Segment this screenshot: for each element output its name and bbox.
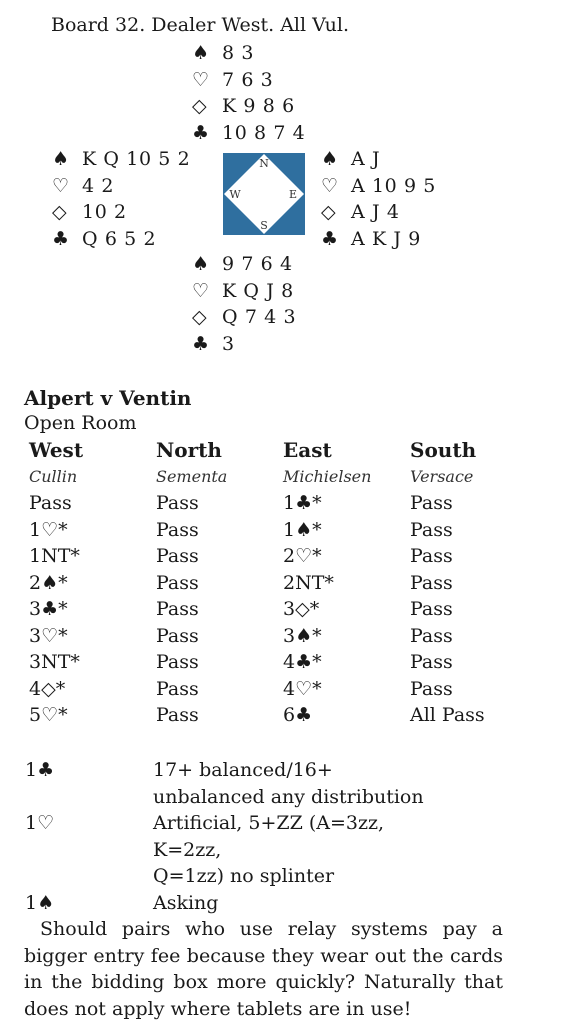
spade-icon: ♠: [192, 253, 210, 275]
bid-cell: 2♠*: [29, 571, 68, 594]
bid-cell: 2♡*: [283, 545, 322, 568]
spade-icon: ♠: [52, 148, 70, 170]
bid-cell: 1NT*: [29, 545, 80, 568]
note-line: Q=1zz) no splinter: [153, 865, 335, 887]
player-north: Sementa: [156, 467, 228, 487]
north-clubs: 10 8 7 4: [222, 121, 306, 144]
heart-icon: ♡: [52, 174, 70, 197]
compass-s: S: [260, 219, 268, 232]
bid-cell: All Pass: [410, 704, 485, 727]
auction-row: [29, 570, 537, 597]
bid-cell: Pass: [410, 598, 453, 621]
note-line: unbalanced any distribution: [153, 785, 424, 808]
diamond-icon: ◇: [321, 201, 336, 223]
auction-row: [29, 676, 537, 703]
west-spades: K Q 10 5 2: [82, 148, 191, 170]
club-icon: ♣: [321, 227, 339, 250]
bid-cell: Pass: [156, 545, 199, 568]
heart-icon: ♡: [192, 279, 210, 302]
note-line: Artificial, 5+ZZ (A=3zz, K=2zz,: [153, 812, 385, 861]
bid-cell: Pass: [156, 677, 199, 700]
west-clubs: Q 6 5 2: [82, 227, 157, 250]
header-north: North: [156, 438, 222, 463]
bid-cell: 4◇*: [29, 677, 66, 700]
note-text: [153, 890, 453, 917]
north-hand: [192, 40, 305, 146]
bid-cell: Pass: [156, 571, 199, 594]
note-text: [153, 757, 453, 810]
compass-rose: [223, 153, 305, 235]
east-diamonds: A J 4: [351, 201, 400, 223]
auction-row: [29, 702, 537, 729]
bid-cell: 4♣*: [283, 651, 322, 674]
bid-cell: 1♡*: [29, 518, 68, 541]
header-south: South: [410, 438, 477, 463]
bid-cell: 3♠*: [283, 624, 322, 647]
bid-cell: 4♡*: [283, 677, 322, 700]
match-title: Alpert v Ventin: [24, 386, 192, 410]
bid-cell: Pass: [410, 492, 453, 515]
player-south: Versace: [410, 467, 474, 487]
auction-row: [29, 649, 537, 676]
auction-row: [29, 517, 537, 544]
note-bid: 1♠: [25, 891, 55, 914]
diamond-icon: ◇: [192, 95, 207, 117]
diamond-icon: ◇: [192, 306, 207, 328]
west-hearts: 4 2: [82, 174, 115, 197]
west-hand: [52, 146, 190, 252]
bid-cell: 2NT*: [283, 571, 334, 594]
south-hearts: K Q J 8: [222, 279, 294, 302]
bid-cell: Pass: [410, 677, 453, 700]
bid-cell: Pass: [156, 651, 199, 674]
south-clubs: 3: [222, 332, 235, 355]
note-row: [25, 890, 453, 917]
player-east: Michielsen: [283, 467, 372, 487]
east-spades: A J: [351, 148, 381, 170]
bid-cell: 1♠*: [283, 518, 322, 541]
heart-icon: ♡: [321, 174, 339, 197]
bid-cell: Pass: [156, 704, 199, 727]
bid-cell: Pass: [156, 518, 199, 541]
note-bid: 1♣: [25, 759, 55, 781]
east-clubs: A K J 9: [351, 227, 421, 250]
body-paragraph: Should pairs who use relay systems pay a bigger entry fee because they wear out the cards in the bidding box more quickly? Naturally that does not apply where tablets are in use!: [24, 918, 503, 1020]
auction-row: [29, 490, 537, 517]
south-spades: 9 7 6 4: [222, 253, 293, 275]
room-label: Open Room: [24, 412, 137, 434]
north-diamonds: K 9 8 6: [222, 95, 295, 117]
east-hand: [321, 146, 436, 252]
bid-notes: [25, 757, 453, 916]
note-line: 17+ balanced/16+: [153, 759, 333, 781]
east-hearts: A 10 9 5: [351, 174, 436, 197]
player-west: Cullin: [29, 467, 78, 487]
bid-cell: 6♣: [283, 704, 313, 727]
south-hand: [192, 251, 296, 357]
bid-cell: Pass: [29, 492, 72, 515]
bid-cell: Pass: [410, 545, 453, 568]
bid-cell: Pass: [410, 651, 453, 674]
note-text: [153, 810, 453, 890]
auction-row: [29, 543, 537, 570]
bid-cell: Pass: [156, 598, 199, 621]
bid-cell: 3◇*: [283, 598, 320, 621]
auction-row: [29, 596, 537, 623]
bid-cell: Pass: [156, 492, 199, 515]
header-east: East: [283, 438, 332, 463]
club-icon: ♣: [192, 332, 210, 355]
auction-player-row: [29, 464, 537, 491]
note-line: Asking: [153, 891, 219, 914]
south-diamonds: Q 7 4 3: [222, 306, 297, 328]
bid-cell: Pass: [410, 571, 453, 594]
note-bid: 1♡: [25, 812, 55, 834]
north-hearts: 7 6 3: [222, 68, 274, 91]
club-icon: ♣: [192, 121, 210, 144]
auction-table: [29, 437, 537, 729]
bid-cell: Pass: [410, 624, 453, 647]
diamond-icon: ◇: [52, 201, 67, 223]
heart-icon: ♡: [192, 68, 210, 91]
compass-n: N: [259, 157, 269, 170]
bid-cell: Pass: [410, 518, 453, 541]
bid-cell: 3NT*: [29, 651, 80, 674]
compass-w: W: [229, 188, 241, 201]
west-diamonds: 10 2: [82, 201, 127, 223]
spade-icon: ♠: [321, 148, 339, 170]
bid-cell: 5♡*: [29, 704, 68, 727]
north-spades: 8 3: [222, 42, 255, 64]
note-row: [25, 810, 453, 890]
bid-cell: Pass: [156, 624, 199, 647]
spade-icon: ♠: [192, 42, 210, 64]
note-row: [25, 757, 453, 810]
bid-cell: 3♣*: [29, 598, 68, 621]
auction-row: [29, 623, 537, 650]
board-header: Board 32. Dealer West. All Vul.: [51, 14, 349, 36]
compass-e: E: [288, 188, 298, 201]
club-icon: ♣: [52, 227, 70, 250]
header-west: West: [29, 438, 84, 463]
bid-cell: 1♣*: [283, 492, 322, 515]
bid-cell: 3♡*: [29, 624, 68, 647]
auction-header-row: [29, 437, 537, 464]
